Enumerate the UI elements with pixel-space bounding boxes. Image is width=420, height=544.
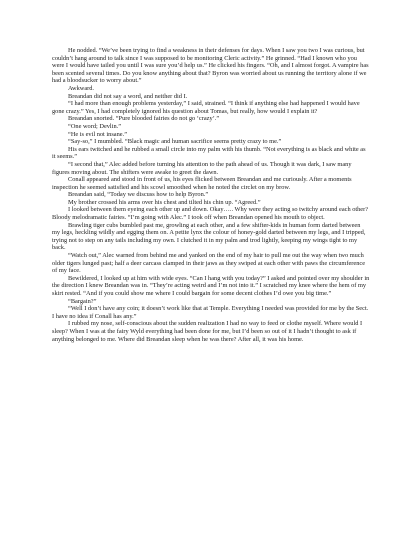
paragraph: I rubbed my nose, self-conscious about the sudden realization I had no way to feed or clothe myself. Where would I sleep? When I was at the fairy Wyld everything had been done for me, but I’d been so out of it I hadn’t thought to ask if anything belonged to me. Where did Breandan sleep when he was there? After all, it was his home. — [52, 320, 363, 343]
paragraph: “Bargain?” — [68, 297, 97, 305]
paragraph: Bewildered, I looked up at him with wide eyes. “Can I hang with you today?” I asked and pointed over my shoulder in the direction I knew Breandan was in. “They’re acting weird and I’m not into it.” I scratched my knee where the hem of my skirt rested. “And if you could show me where I could bargain for some decent clothes I’d owe you big time.” — [52, 274, 370, 297]
paragraph: Brawling tiger cubs bumbled past me, growling at each other, and a few shifter-kids in human form darted between my legs, heckling wildly and egging them on. A petite lynx the colour of honey-gold darted between my legs, and I tripped, trying not to step on any tails including my own. I clutched it in my palm and trod lightly, keeping my wings tight to my back. — [52, 221, 366, 252]
paragraph: Breandan snorted. “Pure blooded fairies do not go ‘crazy’.” — [68, 115, 220, 123]
paragraph: “He is evil not insane.” — [68, 130, 128, 138]
paragraph: He nodded. “We’ve been trying to find a weakness in their defenses for days. When I saw you two I was curious, but couldn’t hang around to talk since I was supposed to be monitoring Cleric activity.” He grinned. “Had I known who you were I would have tailed you until I was sure you’d help us.” He clicked his fingers. “Oh, and I almost forgot. A vampire has been scented several times. Do you know anything about that? Byron was worried about us running the territory alone if we had a bloodsucker to worry about.” — [52, 47, 369, 85]
paragraph: “Well I don’t have any coin; it doesn’t work like that at Temple. Everything I needed was provided for me by the Sect. I have no idea if Conall has any.” — [52, 305, 369, 320]
paragraph: Conall appeared and stood in front of us, his eyes flicked between Breandan and me curiously. After a moments inspection he seemed satisfied and his scowl smoothed when he noted the circlet on my brow. — [52, 176, 352, 191]
paragraph: I looked between them eyeing each other up and down. Okay….. Why were they acting so twitchy around each other? Bloody melodramatic fairies. “I’m going with Alec.” I took off when Breandan opened his mouth to object. — [52, 206, 369, 222]
document-page — [52, 47, 370, 343]
paragraph: “Watch out,” Alec warned from behind me and yanked on the end of my hair to pull me out the way when two much older tigers lunged past; half a deer carcass clamped in their jaws as they swiped at each other with paws the circumference of my face. — [52, 252, 366, 275]
paragraph: My brother crossed his arms over his chest and tilted his chin up. “Agreed.” — [68, 198, 261, 206]
paragraph: Breandan said, “Today we discuss how to help Byron.” — [68, 191, 209, 199]
paragraph: Breandan did not say a word, and neither did I. — [68, 92, 188, 100]
paragraph: “One word; Devlin.” — [68, 122, 122, 130]
paragraph: “I had more than enough problems yesterday,” I said, strained. “I think if anything else had happened I would have gone crazy.” Yes, I had completely ignored his question about Tomas, but really, how would I explain it? — [52, 100, 360, 115]
paragraph: Awkward. — [68, 84, 95, 92]
paragraph: His ears twitched and he rubbed a small circle into my palm with his thumb. “Not everything is as black and white as it seems.” — [52, 145, 366, 161]
paragraph: “Say-so,” I mumbled. “Black magic and human sacrifice seems pretty crazy to me.” — [68, 138, 282, 146]
paragraph: “I second that,” Alec added before turning his attention to the path ahead of us. Though it was dark, I saw many figures moving about. The shifters were awake to greet the dawn. — [52, 160, 352, 176]
